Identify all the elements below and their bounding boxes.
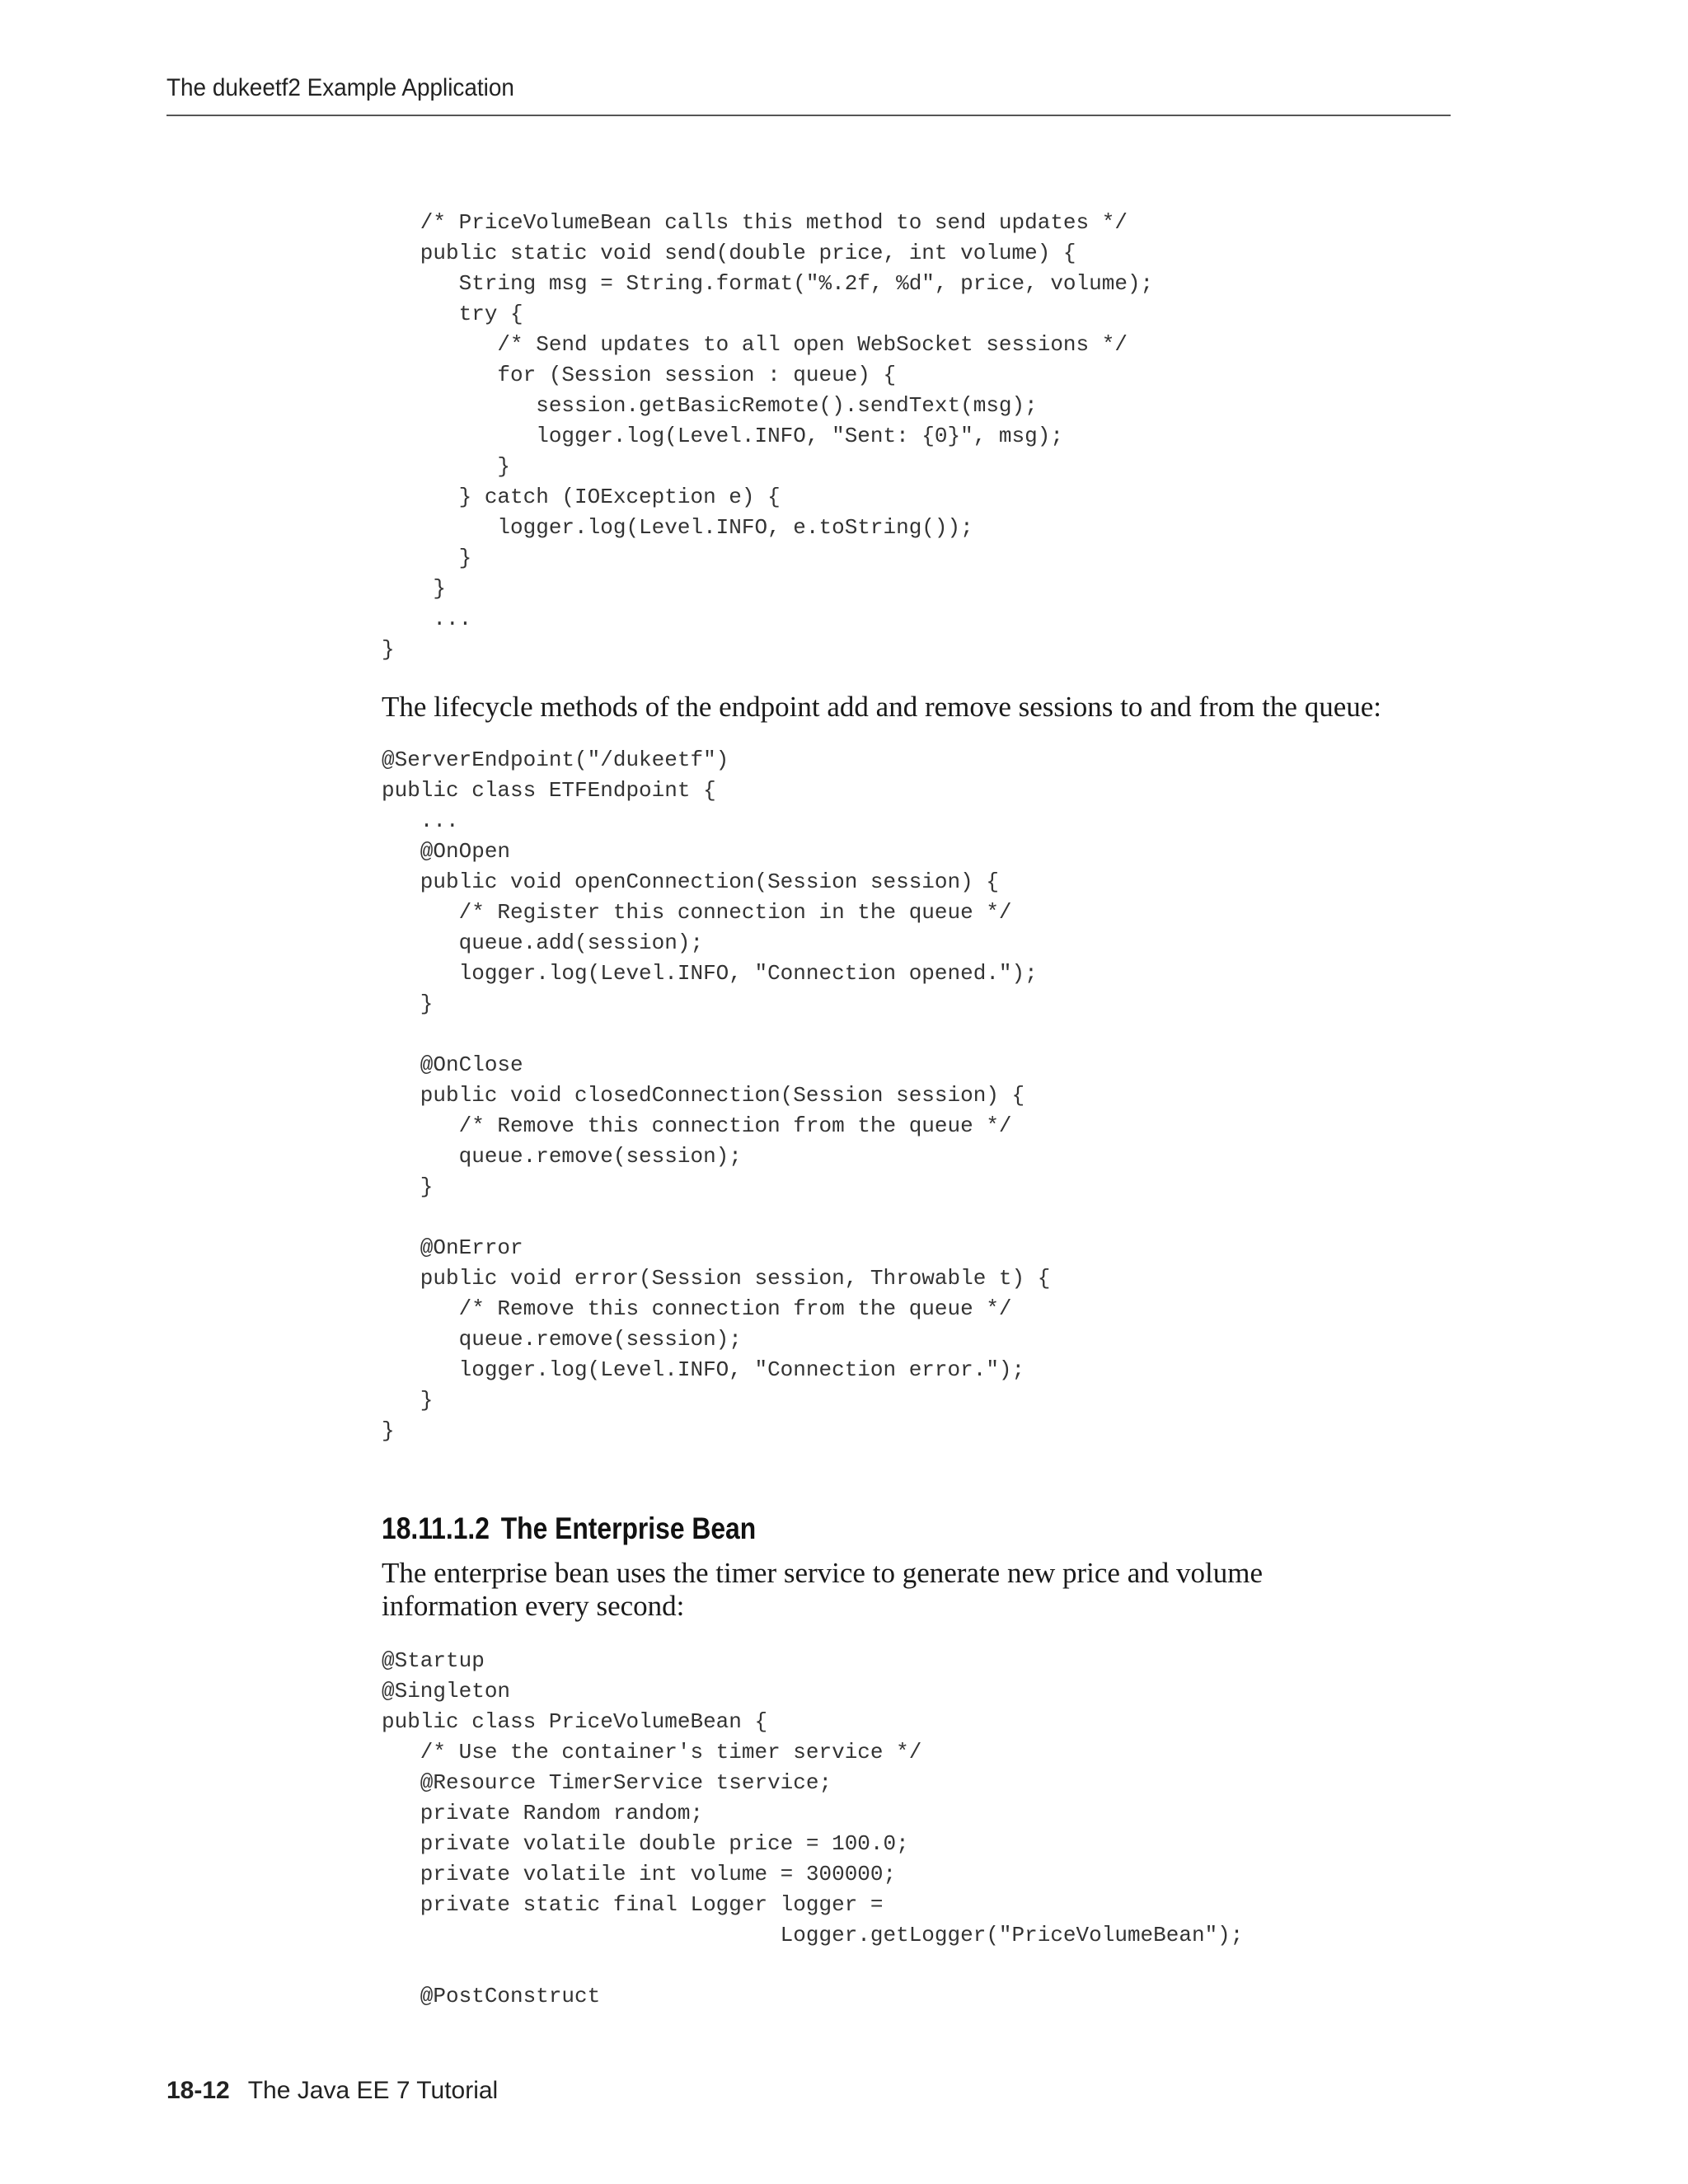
section-number: 18.11.1.2 — [382, 1511, 490, 1545]
section-title: The Enterprise Bean — [500, 1511, 757, 1545]
book-title: The Java EE 7 Tutorial — [247, 2077, 499, 2104]
page-number: 18-12 — [166, 2077, 230, 2104]
code-block-send-method: /* PriceVolumeBean calls this method to send updates */ public static void send(double price, int volume) { String msg = String.format("%.2f, %d", price, volume); try { /* Send updates to all open WebSocket sessions */ for (Session session : queue) { session.getBasicRemote().sendText(msg); logger.log(Level.INFO, "Sent: {0}", msg); } } catch (IOException e) { logger.log(Level.INFO, e.toString()); } } ... } — [382, 210, 1154, 662]
header-divider — [166, 115, 1451, 116]
code-block-etf-endpoint: @ServerEndpoint("/dukeetf") public class ETFEndpoint { ... @OnOpen public void openConnection(Session session) { /* Register this connection in the queue */ queue.add(session); logger.log(Level.INFO, "Connection opened."); } @OnClose public void closedConnection(Session session) { /* Remove this connection from the queue */ queue.remove(session); } @OnError public void error(Session session, Throwable t) { /* Remove this connection from the queue */ queue.remove(session); logger.log(Level.INFO, "Connection error."); } } — [382, 748, 1051, 1443]
running-header: The dukeetf2 Example Application — [166, 74, 514, 101]
paragraph-enterprise-bean: The enterprise bean uses the timer service to generate new price and volume information every second: — [382, 1557, 1263, 1622]
page-footer — [166, 2077, 498, 2105]
paragraph-lifecycle-methods: The lifecycle methods of the endpoint add and remove sessions to and from the queue: — [382, 691, 1381, 723]
section-heading — [382, 1511, 756, 1546]
code-block-price-volume-bean: @Startup @Singleton public class PriceVolumeBean { /* Use the container's timer service */ @Resource TimerService tservice; private Random random; private volatile double price = 100.0; private volatile int volume = 300000; private static final Logger logger = Logger.getLogger("PriceVolumeBean"); @PostConstruct — [382, 1648, 1244, 2008]
